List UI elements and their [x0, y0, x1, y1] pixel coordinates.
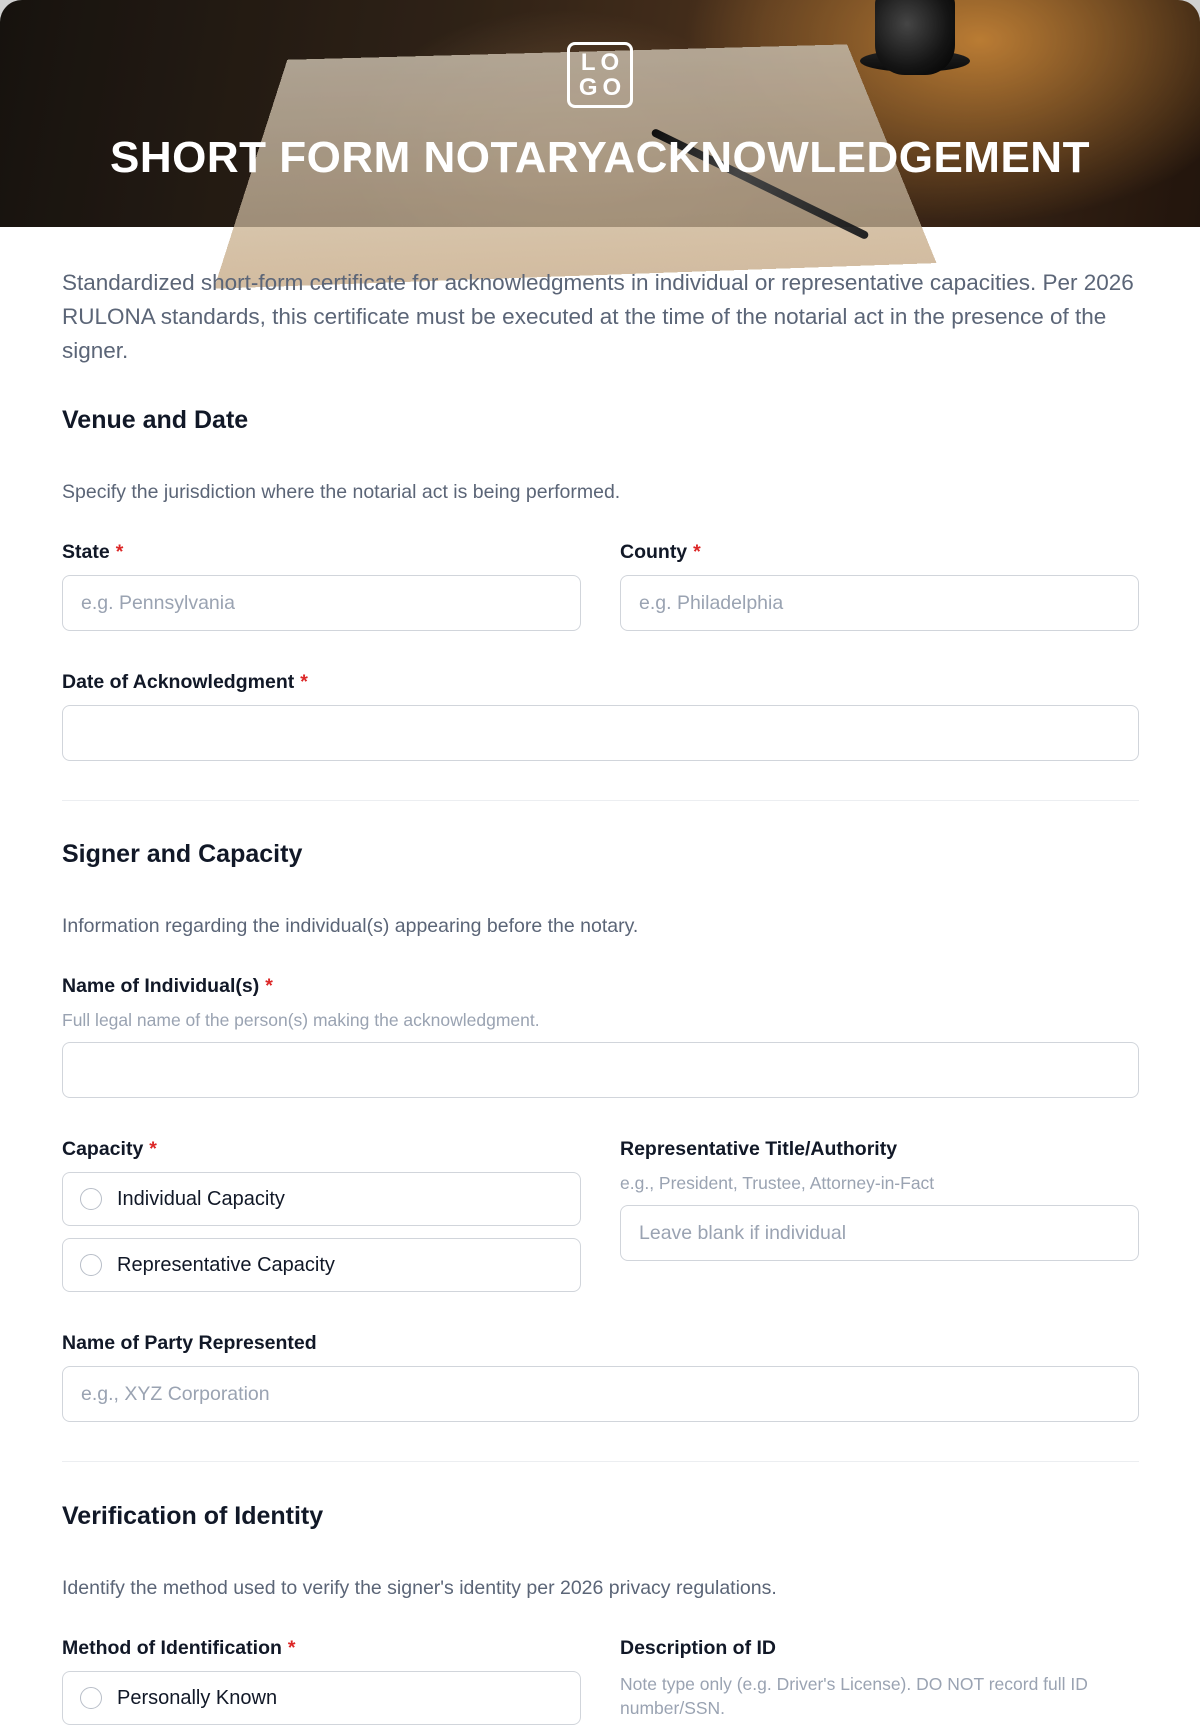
state-input[interactable]	[62, 575, 581, 631]
form-intro: Standardized short-form certificate for acknowledgments in individual or representative capacities. Per 2026 RULONA standards, this certificate must be executed at the time of the notarial act in the presence of the signer.	[62, 270, 1134, 363]
individual-name-input[interactable]	[62, 1042, 1139, 1098]
capacity-label-text: Capacity	[62, 1138, 144, 1160]
radio-option-label: Personally Known	[117, 1686, 278, 1709]
logo-text-line1: LO	[580, 49, 625, 76]
section-title-signer: Signer and Capacity	[62, 840, 303, 868]
county-input[interactable]	[620, 575, 1139, 631]
radio-option-label: Individual Capacity	[117, 1187, 285, 1210]
required-marker: *	[265, 975, 273, 997]
header-banner	[0, 0, 1200, 227]
section-desc-signer: Information regarding the individual(s) appearing before the notary.	[62, 915, 639, 937]
section-divider	[62, 1461, 1139, 1462]
logo-text-line2: GO	[578, 74, 627, 101]
individual-name-label-text: Name of Individual(s)	[62, 975, 260, 997]
county-label-text: County	[620, 541, 688, 563]
section-title-venue: Venue and Date	[62, 406, 249, 434]
section-divider	[62, 800, 1139, 801]
county-label	[620, 541, 701, 564]
radio-circle-icon[interactable]	[80, 1188, 102, 1210]
id-description-label: Description of ID	[620, 1637, 777, 1659]
radio-circle-icon[interactable]	[80, 1687, 102, 1709]
required-marker: *	[287, 1637, 296, 1659]
id-description-hint-line1: Note type only (e.g. Driver's License). DO NOT record full ID	[620, 1674, 1088, 1694]
individual-name-hint: Full legal name of the person(s) making the acknowledgment.	[62, 1010, 540, 1030]
required-marker: *	[115, 541, 124, 563]
id-description-hint-line2: number/SSN.	[620, 1698, 726, 1718]
required-marker: *	[149, 1138, 157, 1160]
section-desc-venue: Specify the jurisdiction where the notarial act is being performed.	[62, 481, 621, 503]
radio-representative-capacity[interactable]	[62, 1238, 581, 1292]
banner-overlay	[0, 0, 1200, 227]
id-method-label	[62, 1637, 295, 1660]
county-input-placeholder: e.g. Philadelphia	[639, 591, 784, 614]
rep-title-input[interactable]	[620, 1205, 1139, 1261]
logo-icon	[567, 42, 633, 108]
date-label-text: Date of Acknowledgment	[62, 671, 295, 693]
rep-title-label: Representative Title/Authority	[620, 1138, 898, 1160]
id-description-hint	[620, 1672, 1160, 1720]
party-label: Name of Party Represented	[62, 1332, 317, 1354]
radio-personally-known[interactable]	[62, 1671, 581, 1725]
rep-title-hint: e.g., President, Trustee, Attorney-in-Fact	[620, 1173, 935, 1193]
individual-name-label	[62, 975, 273, 998]
required-marker: *	[693, 541, 701, 563]
radio-individual-capacity[interactable]	[62, 1172, 581, 1226]
radio-option-label: Representative Capacity	[117, 1253, 335, 1276]
party-input-placeholder: e.g., XYZ Corporation	[81, 1382, 270, 1405]
radio-circle-icon[interactable]	[80, 1254, 102, 1276]
section-title-verification: Verification of Identity	[62, 1502, 324, 1530]
rep-title-placeholder: Leave blank if individual	[639, 1221, 847, 1244]
state-label-text: State	[62, 541, 110, 563]
party-input[interactable]	[62, 1366, 1139, 1422]
id-method-label-text: Method of Identification	[62, 1637, 282, 1659]
date-input[interactable]	[62, 705, 1139, 761]
capacity-label	[62, 1138, 157, 1161]
state-label	[62, 541, 123, 564]
page-title: SHORT FORM NOTARYACKNOWLEDGEMENT	[110, 133, 1090, 182]
state-input-placeholder: e.g. Pennsylvania	[81, 591, 235, 614]
date-label	[62, 671, 308, 694]
section-desc-verification: Identify the method used to verify the signer's identity per 2026 privacy regulations.	[62, 1577, 777, 1599]
required-marker: *	[300, 671, 308, 693]
